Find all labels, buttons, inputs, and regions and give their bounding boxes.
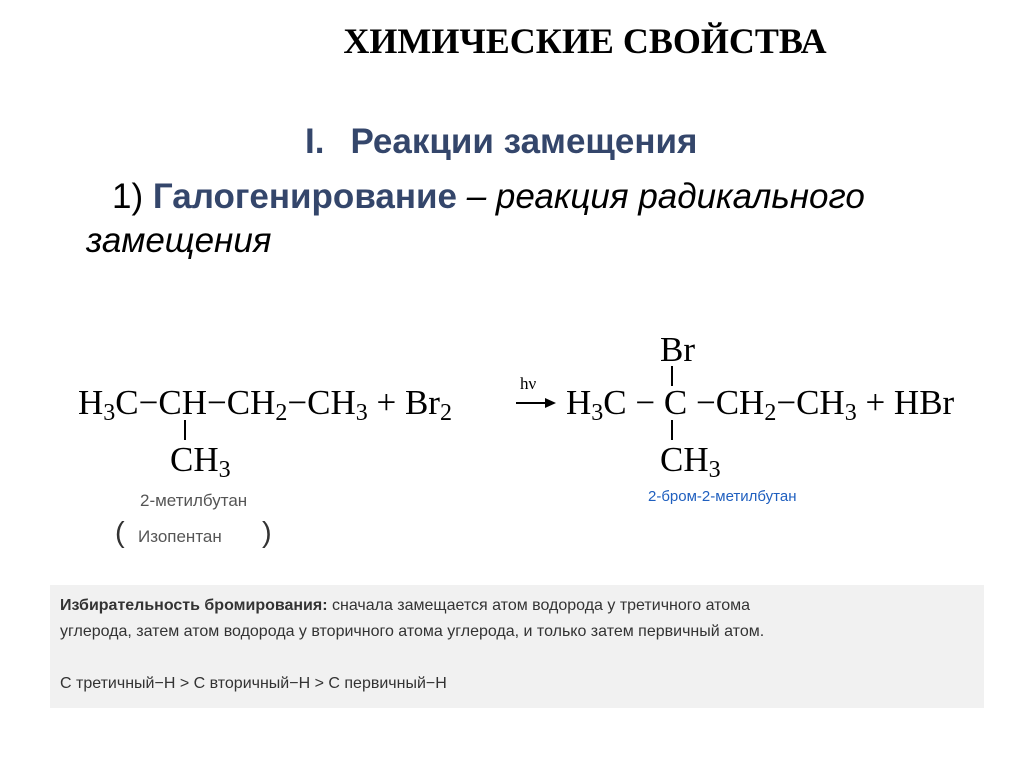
reactant-alt-name: Изопентан (138, 527, 222, 546)
paren-open: ( (115, 517, 125, 549)
info-box (50, 585, 984, 708)
product-name: 2-бром-2-метилбутан (648, 488, 797, 505)
reaction-description-cont: замещения (86, 221, 272, 260)
substituent-br: Br (660, 330, 695, 369)
info-line-1 (60, 597, 750, 615)
reaction-description: реакция радикального (495, 177, 865, 216)
equation-right: $H_3C - C -CH_2-CH_3$ + HBr (566, 383, 955, 426)
section-number: I. (305, 122, 325, 161)
substituent-ch3-right: $CH_3$ (660, 440, 721, 483)
reaction-condition: hν (520, 374, 537, 393)
info-line-2: углерода, затем атом водорода у вторичного атома углерода, и только затем первичный атом. (60, 623, 765, 640)
equation-left: $H_3C-CH-CH_2-CH_3 + Br_2$ (78, 383, 452, 426)
info-heading: Избирательность бромирования: (60, 597, 328, 614)
slide-title: ХИМИЧЕСКИЕ СВОЙСТВА (343, 21, 827, 61)
section-heading-text: Реакции замещения (350, 122, 698, 161)
reaction-arrow-head (545, 398, 556, 408)
substituent-ch3-left: $CH_3$ (170, 440, 231, 483)
reaction-term: Галогенирование (152, 177, 457, 216)
reactant-name: 2-метилбутан (140, 491, 248, 510)
info-text-1: сначала замещается атом водорода у третичного атома (332, 597, 751, 614)
paren-close: ) (262, 517, 272, 549)
selectivity-rule: С третичный−H > С вторичный−H > С первичный−H (60, 675, 447, 692)
reaction-number: 1) (112, 177, 144, 216)
reaction-dash: – (456, 177, 496, 216)
